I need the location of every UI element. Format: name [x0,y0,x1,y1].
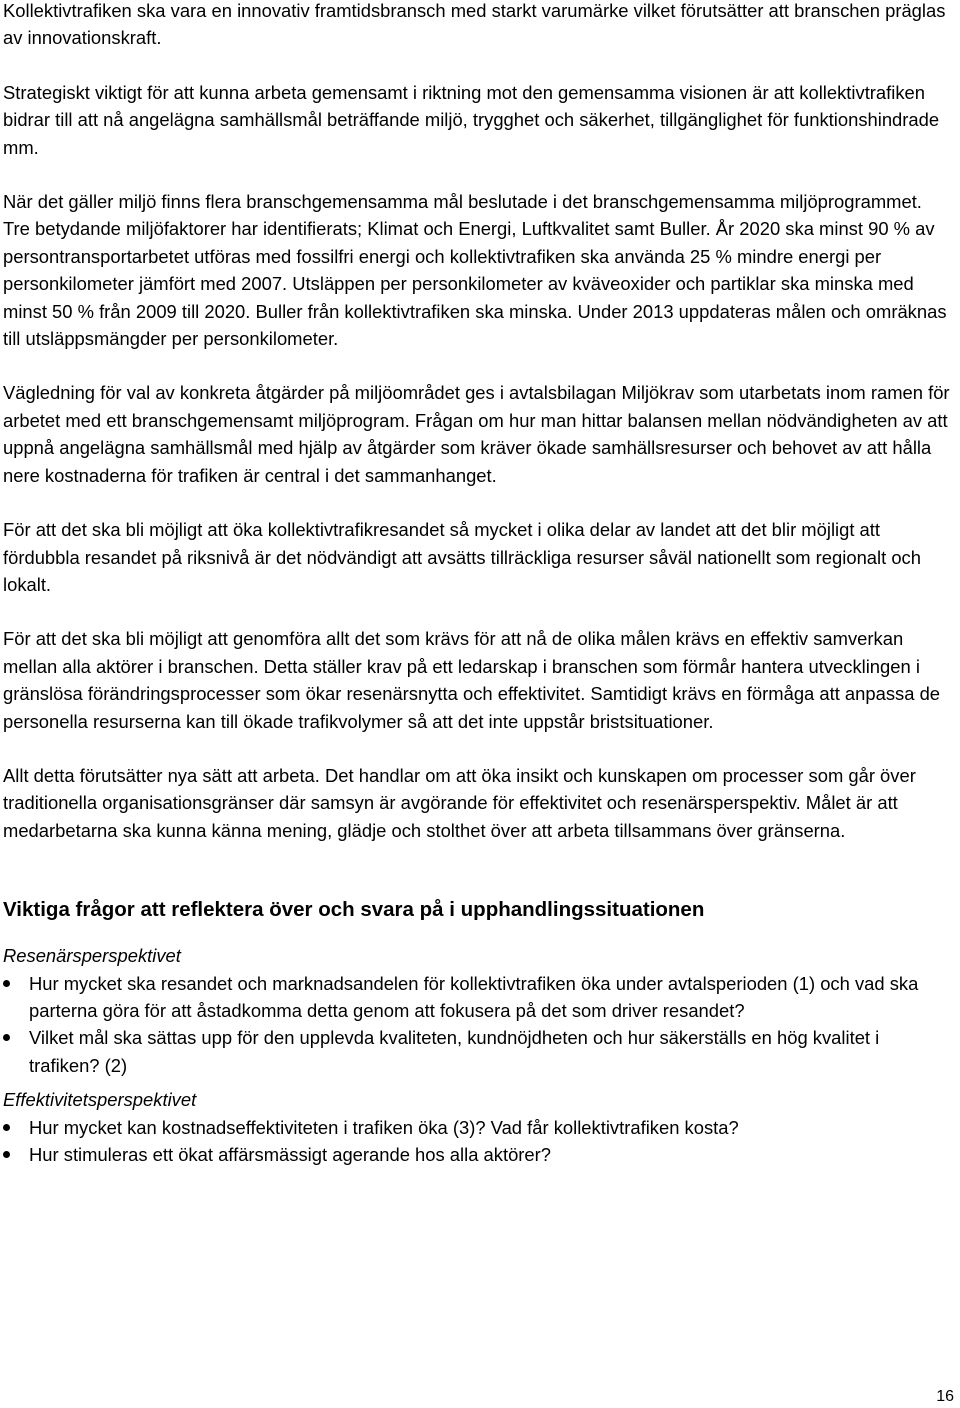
subheading-efficiency: Effektivitetsperspektivet [3,1089,197,1111]
list-item-text: Hur stimuleras ett ökat affärsmässigt agerande hos alla aktörer? [29,1144,552,1165]
section-heading: Viktiga frågor att reflektera över och svara på i upphandlingssituationen [3,898,705,922]
bullet-icon [3,1151,10,1158]
paragraph-new-ways: Allt detta förutsätter nya sätt att arbeta. Det handlar om att öka insikt och kunskapen om processer som går över traditionella organisationsgränser där samsyn är avgörande för effektivitet och resenärsperspektiv. Målet är att medarbetarna ska kunna känna mening, glädje och stolthet över att arbeta tillsammans över gränserna. [3,764,916,841]
paragraph-cooperation: För att det ska bli möjligt att genomföra allt det som krävs för att nå de olika målen krävs en effektiv samverkan mellan alla aktörer i branschen. Detta ställer krav på ett ledarskap i branschen som förmår hantera utvecklingen i gränslösa förändringsprocesser som ökar resenärsnytta och effektivitet. Samtidigt krävs en förmåga att anpassa de personella resurserna kan till ökade trafikvolymer så att det inte uppstår bristsituationer. [3,628,941,732]
page-number: 16 [936,1388,954,1405]
list-item [3,1141,953,1168]
paragraph-environment-goals: När det gäller miljö finns flera branschgemensamma mål beslutade i det branschgemensamma miljöprogrammet. Tre betydande miljöfaktorer har identifierats; Klimat och Energi, Luftkvalitet samt Buller. År 2020 ska minst 90 % av persontransportarbetet utföras med fossilfri energi och kollektivtrafiken ska använda 25 % mindre energi per personkilometer jämfört med 2007. Utsläppen per personkilometer av kväveoxider och partiklar ska minska med minst 50 % från 2009 till 2020. Buller från kollektivtrafiken ska minska. Under 2013 uppdateras målen och omräknas till utsläppsmängder per personkilometer. [3,191,947,350]
list-item-text: Vilket mål ska sättas upp för den upplevda kvaliteten, kundnöjdheten och hur säkerställs en hög kvalitet i trafiken? (2) [29,1027,880,1076]
list-item [3,1024,953,1079]
list-item [3,1114,953,1141]
paragraph-strategy: Strategiskt viktigt för att kunna arbeta gemensamt i riktning mot den gemensamma visionen är att kollektivtrafiken bidrar till att nå angelägna samhällsmål beträffande miljö, trygghet och säkerhet, tillgänglighet för funktionshindrade mm. [3,81,940,158]
bullet-icon [3,1034,10,1041]
list-item-text: Hur mycket kan kostnadseffektiviteten i trafiken öka (3)? Vad får kollektivtrafiken kosta? [29,1116,739,1138]
bullet-icon [3,980,10,987]
paragraph-innovation: Kollektivtrafiken ska vara en innovativ framtidsbransch med starkt varumärke vilket förutsätter att branschen präglas av innovationskraft. [3,0,946,49]
document-page [3,0,953,1175]
paragraph-resources: För att det ska bli möjligt att öka kollektivtrafikresandet så mycket i olika delar av landet att det blir möjligt att fördubbla resandet på riksnivå är det nödvändigt att avsätts tillräckliga resurser såväl nationellt som regionalt och lokalt. [3,519,921,595]
question-list-efficiency [3,1114,953,1169]
subheading-traveller: Resenärsperspektivet [3,945,181,967]
paragraph-guidance: Vägledning för val av konkreta åtgärder på miljöområdet ges i avtalsbilagan Miljökrav som utarbetats inom ramen för arbetet med ett branschgemensamt miljöprogram. Frågan om hur man hittar balansen mellan nödvändigheten av att uppnå angelägna samhällsmål med hjälp av åtgärder som kräver ökade samhällsresurser och behovet av att hålla nere kostnaderna för trafiken är central i det sammanhanget. [3,382,950,486]
list-item-text: Hur mycket ska resandet och marknadsandelen för kollektivtrafiken öka under avtalsperioden (1) och vad ska parterna göra för att åstadkomma detta genom att fokusera på det som driver resandet? [29,972,919,1021]
list-item [3,970,953,1025]
bullet-icon [3,1124,10,1131]
question-list-traveller [3,970,953,1080]
